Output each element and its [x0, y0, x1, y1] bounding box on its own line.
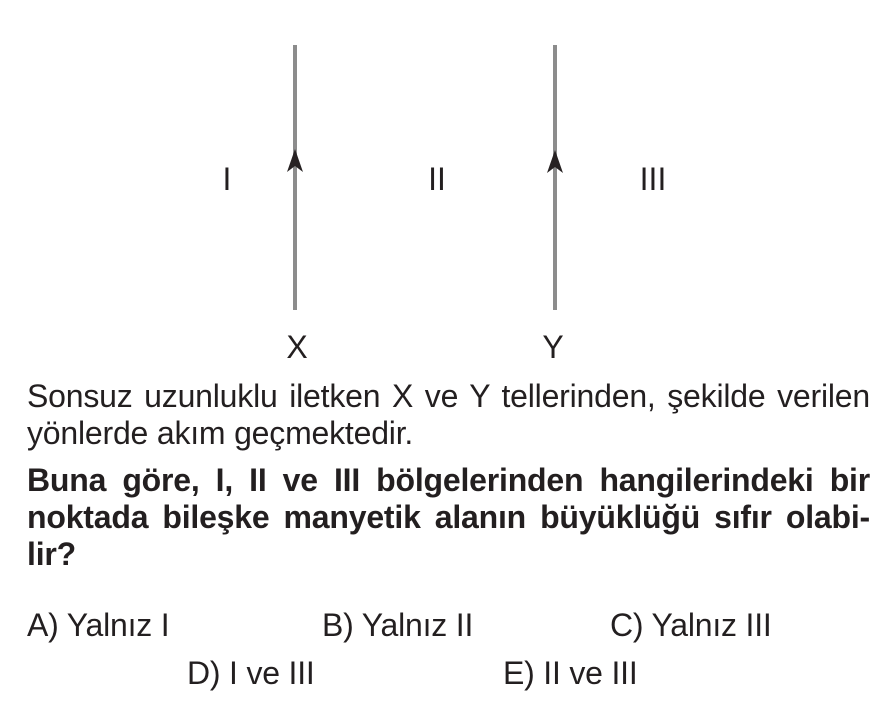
wire-label-y: Y [542, 329, 564, 365]
choice-c: C) Yalnız III [610, 607, 772, 643]
wire-label-x: X [286, 329, 308, 365]
prompt-line-1: Buna göre, I, II ve III bölgelerinden hangilerindeki bir [27, 462, 870, 498]
intro-line-2: yönlerde akım geçmektedir. [27, 415, 414, 451]
region-label-1: I [222, 161, 232, 197]
choice-e: E) II ve III [503, 655, 638, 691]
wire-y [553, 45, 557, 310]
current-up-arrow-x-icon [286, 149, 304, 173]
prompt-line-2: noktada bileşke manyetik alanın büyüklüğü sıfır olabi- [27, 499, 870, 535]
choice-a: A) Yalnız I [27, 607, 170, 643]
region-label-3: III [639, 161, 667, 197]
choice-b: B) Yalnız II [322, 607, 474, 643]
prompt-line-3: lir? [27, 536, 76, 572]
choice-d: D) I ve III [187, 655, 315, 691]
current-up-arrow-y-icon [546, 150, 564, 174]
region-label-2: II [428, 161, 446, 197]
wire-x [293, 45, 297, 310]
question-prompt [27, 462, 870, 573]
intro-line-1: Sonsuz uzunluklu iletken X ve Y tellerinden, şekilde verilen [27, 378, 870, 414]
question-intro [27, 378, 870, 452]
